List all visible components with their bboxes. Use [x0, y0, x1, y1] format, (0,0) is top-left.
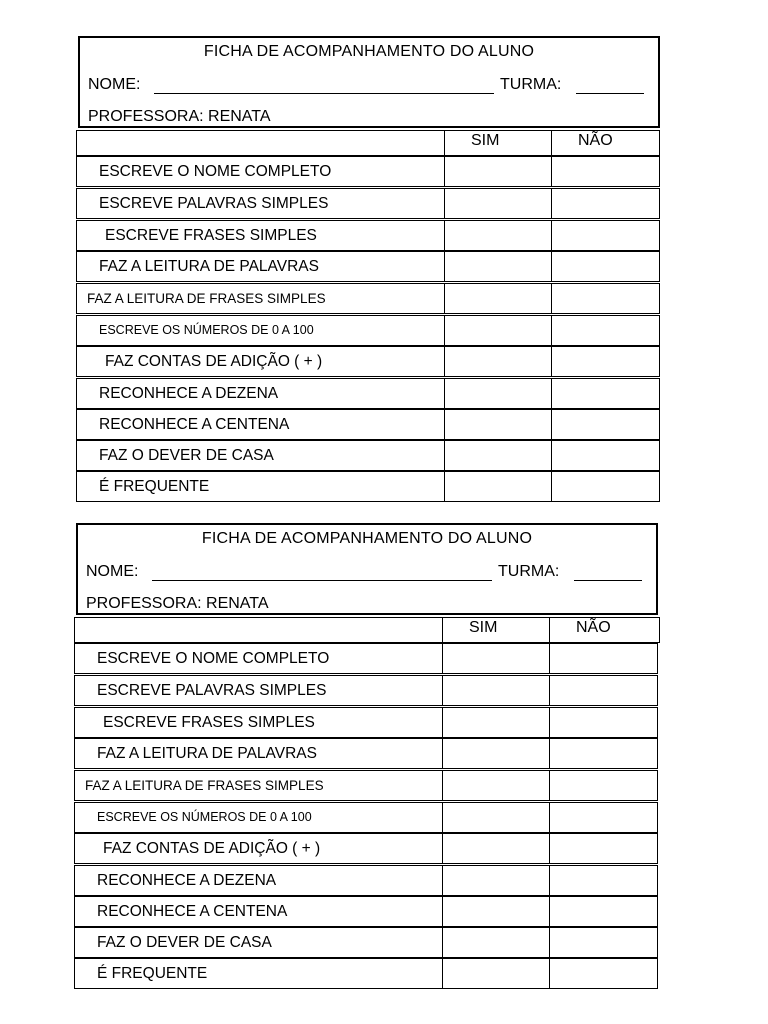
column-header-row: [76, 130, 660, 156]
sim-checkbox[interactable]: [442, 675, 550, 706]
item-label: ESCREVE FRASES SIMPLES: [76, 220, 445, 251]
sim-checkbox[interactable]: [444, 409, 552, 440]
sim-checkbox[interactable]: [444, 220, 552, 251]
nao-checkbox[interactable]: [549, 958, 658, 989]
student-form-2: [0, 523, 768, 1013]
sim-checkbox[interactable]: [442, 707, 550, 738]
nao-checkbox[interactable]: [549, 896, 658, 927]
nao-checkbox[interactable]: [549, 802, 658, 833]
nao-checkbox[interactable]: [549, 675, 658, 706]
item-label: RECONHECE A CENTENA: [76, 409, 445, 440]
teacher-label: PROFESSORA: RENATA: [88, 108, 271, 125]
nao-header: NÃO: [578, 132, 613, 149]
checklist-row: [76, 156, 660, 187]
sim-checkbox[interactable]: [444, 188, 552, 219]
nao-checkbox[interactable]: [551, 409, 660, 440]
sim-checkbox[interactable]: [444, 346, 552, 377]
item-label: É FREQUENTE: [74, 958, 443, 989]
sim-checkbox[interactable]: [442, 770, 550, 801]
nome-field[interactable]: [154, 93, 494, 94]
checklist-row: [76, 315, 660, 346]
checklist-row: [76, 440, 660, 471]
checklist-row: [74, 865, 658, 896]
nao-checkbox[interactable]: [549, 865, 658, 896]
form-header: [76, 523, 658, 615]
form-title: FICHA DE ACOMPANHAMENTO DO ALUNO: [203, 43, 535, 60]
item-label: FAZ CONTAS DE ADIÇÃO ( + ): [76, 346, 445, 377]
checklist-row: [76, 188, 660, 219]
sim-checkbox[interactable]: [444, 156, 552, 187]
checklist-row: [74, 675, 658, 706]
nao-checkbox[interactable]: [549, 833, 658, 864]
item-label: ESCREVE PALAVRAS SIMPLES: [74, 675, 443, 706]
checklist-row: [74, 802, 658, 833]
checklist-row: [76, 283, 660, 314]
nome-label: NOME:: [88, 76, 141, 93]
nome-label: NOME:: [86, 563, 139, 580]
sim-checkbox[interactable]: [444, 471, 552, 502]
item-label: RECONHECE A CENTENA: [74, 896, 443, 927]
sim-header: SIM: [469, 619, 498, 636]
sim-checkbox[interactable]: [442, 896, 550, 927]
checklist-row: [74, 738, 658, 769]
item-label: FAZ O DEVER DE CASA: [76, 440, 445, 471]
column-header-row: [74, 617, 658, 643]
checklist-row: [76, 409, 660, 440]
checklist-row: [76, 251, 660, 282]
checklist-row: [74, 833, 658, 864]
item-label: FAZ O DEVER DE CASA: [74, 927, 443, 958]
checklist-row: [76, 220, 660, 251]
sim-checkbox[interactable]: [442, 643, 550, 674]
checklist-row: [74, 958, 658, 989]
sim-checkbox[interactable]: [442, 738, 550, 769]
nao-checkbox[interactable]: [551, 440, 660, 471]
sim-header-cell: [444, 130, 552, 156]
turma-label: TURMA:: [500, 76, 562, 93]
form-header: [78, 36, 660, 128]
item-label: ESCREVE FRASES SIMPLES: [74, 707, 443, 738]
sim-checkbox[interactable]: [444, 315, 552, 346]
item-label: RECONHECE A DEZENA: [76, 378, 445, 409]
sim-checkbox[interactable]: [442, 802, 550, 833]
item-label: RECONHECE A DEZENA: [74, 865, 443, 896]
checklist-row: [74, 896, 658, 927]
item-label: FAZ A LEITURA DE FRASES SIMPLES: [74, 770, 443, 801]
nao-header: NÃO: [576, 619, 611, 636]
turma-field[interactable]: [574, 580, 642, 581]
sim-checkbox[interactable]: [444, 378, 552, 409]
nao-checkbox[interactable]: [549, 643, 658, 674]
item-label: ESCREVE OS NÚMEROS DE 0 A 100: [76, 315, 445, 346]
item-label: FAZ A LEITURA DE FRASES SIMPLES: [76, 283, 445, 314]
blank-header-cell: [76, 130, 445, 156]
nao-checkbox[interactable]: [551, 220, 660, 251]
item-label: ESCREVE O NOME COMPLETO: [74, 643, 443, 674]
nao-checkbox[interactable]: [551, 346, 660, 377]
nao-checkbox[interactable]: [549, 707, 658, 738]
sim-checkbox[interactable]: [442, 927, 550, 958]
turma-label: TURMA:: [498, 563, 560, 580]
nao-checkbox[interactable]: [551, 471, 660, 502]
item-label: ESCREVE OS NÚMEROS DE 0 A 100: [74, 802, 443, 833]
nao-checkbox[interactable]: [551, 188, 660, 219]
item-label: ESCREVE PALAVRAS SIMPLES: [76, 188, 445, 219]
nao-checkbox[interactable]: [549, 927, 658, 958]
sim-checkbox[interactable]: [442, 833, 550, 864]
checklist-row: [76, 378, 660, 409]
nao-header-cell: [549, 617, 660, 643]
sim-checkbox[interactable]: [442, 865, 550, 896]
item-label: FAZ A LEITURA DE PALAVRAS: [76, 251, 445, 282]
checklist-row: [76, 471, 660, 502]
nao-checkbox[interactable]: [551, 315, 660, 346]
sim-checkbox[interactable]: [442, 958, 550, 989]
checklist-row: [74, 643, 658, 674]
sim-header: SIM: [471, 132, 500, 149]
sim-checkbox[interactable]: [444, 440, 552, 471]
turma-field[interactable]: [576, 93, 644, 94]
item-label: FAZ CONTAS DE ADIÇÃO ( + ): [74, 833, 443, 864]
nao-checkbox[interactable]: [551, 283, 660, 314]
nao-checkbox[interactable]: [551, 378, 660, 409]
item-label: ESCREVE O NOME COMPLETO: [76, 156, 445, 187]
nao-checkbox[interactable]: [549, 770, 658, 801]
form-title: FICHA DE ACOMPANHAMENTO DO ALUNO: [201, 530, 533, 547]
checklist-row: [76, 346, 660, 377]
checklist-row: [74, 770, 658, 801]
nao-checkbox[interactable]: [551, 156, 660, 187]
nao-header-cell: [551, 130, 660, 156]
nao-checkbox[interactable]: [551, 251, 660, 282]
student-form-1: [0, 36, 768, 526]
item-label: É FREQUENTE: [76, 471, 445, 502]
sim-checkbox[interactable]: [444, 251, 552, 282]
nome-field[interactable]: [152, 580, 492, 581]
blank-header-cell: [74, 617, 443, 643]
sim-header-cell: [442, 617, 550, 643]
sim-checkbox[interactable]: [444, 283, 552, 314]
teacher-label: PROFESSORA: RENATA: [86, 595, 269, 612]
checklist-row: [74, 707, 658, 738]
item-label: FAZ A LEITURA DE PALAVRAS: [74, 738, 443, 769]
checklist-row: [74, 927, 658, 958]
nao-checkbox[interactable]: [549, 738, 658, 769]
